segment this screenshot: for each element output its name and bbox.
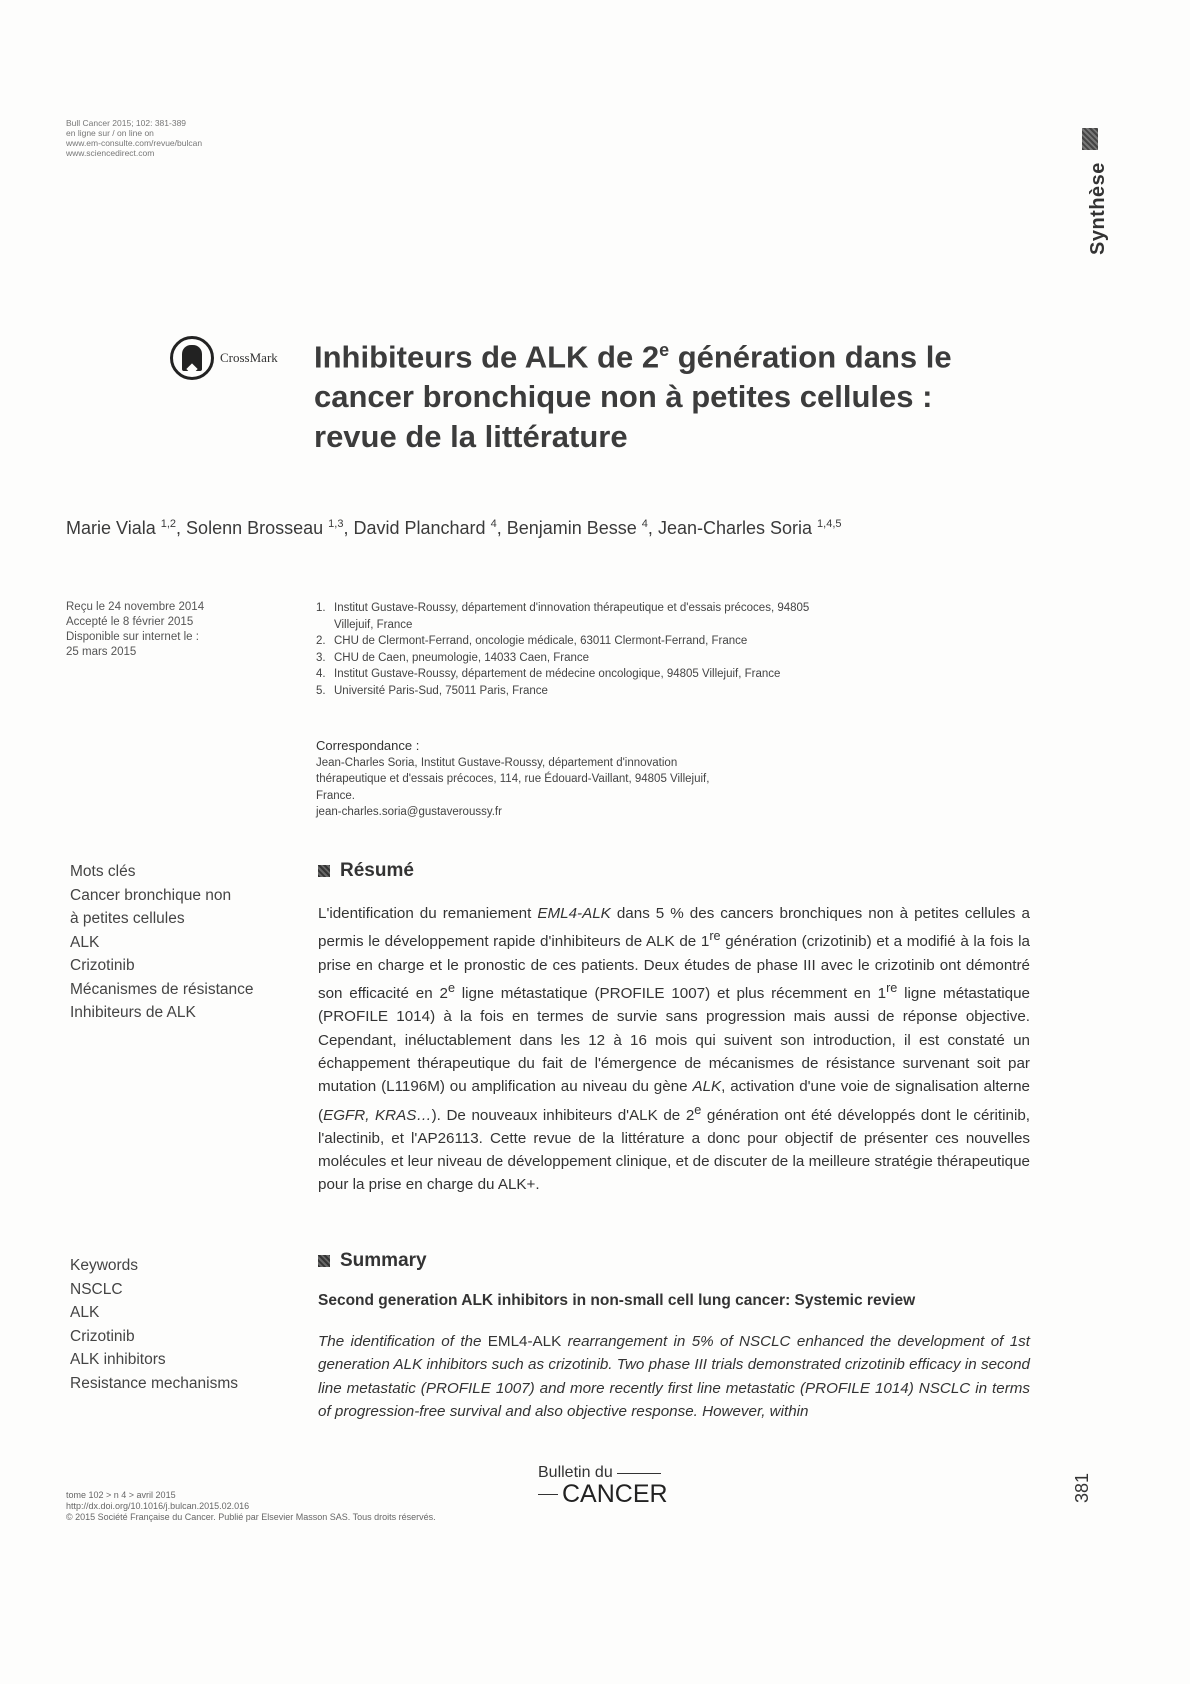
online-label: en ligne sur / on line on [66, 128, 154, 138]
logo-bottom-text: CANCER [562, 1480, 668, 1508]
online-date: 25 mars 2015 [66, 646, 137, 658]
keyword: NSCLC [70, 1280, 123, 1298]
keyword: Crizotinib [70, 1327, 135, 1345]
square-bullet-icon [318, 1255, 330, 1267]
keywords-label: Mots clés [70, 863, 136, 880]
author-list [66, 518, 1066, 539]
footer-meta [66, 1490, 436, 1523]
keyword: à petites cellules [70, 910, 185, 927]
list-item: 1. Institut Gustave-Roussy, département d'innovation thérapeutique et d'essais précoces, 94805 Villejuif, France [316, 602, 810, 631]
list-item: 4. Institut Gustave-Roussy, département de médecine oncologique, 94805 Villejuif, France [316, 668, 781, 680]
author: Solenn Brosseau $^{1,3}$, [186, 518, 354, 538]
keywords-en [70, 1254, 238, 1395]
summary-heading: Summary [318, 1250, 427, 1272]
crossmark-badge[interactable] [170, 336, 278, 380]
section-marker-icon [1082, 128, 1098, 150]
copyright: © 2015 Société Française du Cancer. Publié par Elsevier Masson SAS. Tous droits réservés. [66, 1512, 436, 1522]
resume-text: L'identification du remaniement EML4-ALK dans 5 % des cancers bronchiques non à petites cellules a permis le développement rapide d'inhibiteurs de ALK de 1re génération (crizotinib) et a modifié à la fois la prise en charge et le pronostic de ces patients. Deux études de phase III avec le crizotinib ont démontré son efficacité en 2e ligne métastatique (PROFILE 1007) et plus récemment en 1re ligne métastatique (PROFILE 1014) à la fois en termes de survie sans progression mais aussi de réponse objective. Cependant, inéluctablement dans les 12 à 16 mois qui suivent son introduction, il est constaté un échappement thérapeutique du fait de l'émergence de mécanismes de résistance survenant soit par mutation (L1196M) ou amplification au niveau du gène ALK, activation d'une voie de signalisation alterne (EGFR, KRAS…). De nouveaux inhibiteurs d'ALK de 2e génération ont été développés dont le céritinib, l'alectinib, et l'AP26113. Cette revue de la littérature a donc pour objectif de présenter ces nouvelles molécules et leur niveau de développement clinique, et de discuter de la meilleure stratégie thérapeutique pour la prise en charge du ALK+. [318, 905, 1030, 1194]
keyword: Crizotinib [70, 957, 135, 974]
journal-logo [538, 1464, 672, 1509]
logo-top-text: Bulletin du [538, 1464, 613, 1481]
keyword: Inhibiteurs de ALK [70, 1004, 196, 1021]
crossmark-icon [170, 336, 214, 380]
list-item: 2. CHU de Clermont-Ferrand, oncologie médicale, 63011 Clermont-Ferrand, France [316, 635, 748, 647]
sciencedirect-url[interactable]: www.sciencedirect.com [66, 148, 155, 158]
journal-url[interactable]: www.em-consulte.com/revue/bulcan [66, 138, 203, 148]
correspondence-line: thérapeutique et d'essais précoces, 114, rue Édouard-Vaillant, 94805 Villejuif, [316, 773, 710, 785]
keyword: Cancer bronchique non [70, 886, 232, 904]
page-number: 381 [1072, 1472, 1092, 1504]
doi-link[interactable]: http://dx.doi.org/10.1016/j.bulcan.2015.02.016 [66, 1501, 250, 1511]
square-bullet-icon [318, 865, 330, 877]
summary-text: The identification of the EML4-ALK rearrangement in 5% of NSCLC enhanced the development of 1st generation ALK inhibitors such as crizotinib. Two phase III trials demonstrated crizotinib efficacy in second line metastatic (PROFILE 1007) and more recently first line metastatic (PROFILE 1014) NSCLC in terms of progression-free survival and also objective response. However, within [318, 1333, 1030, 1420]
keywords-fr [70, 860, 254, 1025]
keywords-label: Keywords [70, 1257, 139, 1274]
correspondence-line: France. [316, 789, 355, 802]
keyword: ALK [70, 1304, 100, 1321]
author: Benjamin Besse $^4$, [506, 518, 658, 538]
author: Jean-Charles Soria $^{1,4,5}$ [657, 518, 842, 538]
keyword: ALK [70, 933, 100, 951]
crossmark-label: CrossMark [220, 350, 278, 365]
online-date-label: Disponible sur internet le : [66, 631, 199, 643]
author: David Planchard $^4$, [353, 518, 507, 538]
keyword: Mécanismes de résistance [70, 980, 254, 998]
journal-reference: Bull Cancer 2015; 102: 381-389 [66, 118, 187, 128]
correspondence-block [316, 738, 816, 821]
summary-subtitle: Second generation ALK inhibitors in non-small cell lung cancer: Systemic review [318, 1292, 916, 1309]
journal-header [66, 118, 202, 158]
resume-heading: Résumé [318, 860, 414, 882]
accepted-date: Accepté le 8 février 2015 [66, 616, 194, 628]
correspondence-line: Jean-Charles Soria, Institut Gustave-Roussy, département d'innovation [316, 756, 678, 769]
author: Marie Viala $^{1,2}$, [66, 518, 187, 538]
correspondence-email[interactable]: jean-charles.soria@gustaveroussy.fr [316, 806, 502, 818]
section-label: Synthèse [1087, 162, 1109, 255]
affiliation-list [316, 600, 816, 699]
keyword: ALK inhibitors [70, 1351, 166, 1368]
keyword: Resistance mechanisms [70, 1374, 238, 1392]
correspondence-label: Correspondance : [316, 738, 420, 753]
issue-info: tome 102 > n 4 > avril 2015 [66, 1490, 176, 1500]
article-dates [66, 600, 204, 660]
article-title: Inhibiteurs de ALK de 2e génération dans le cancer bronchique non à petites cellules : revue de la littérature [314, 339, 952, 455]
list-item: 3. CHU de Caen, pneumologie, 14033 Caen, France [316, 651, 590, 664]
received-date: Reçu le 24 novembre 2014 [66, 601, 205, 613]
list-item: 5. Université Paris-Sud, 75011 Paris, France [316, 684, 548, 697]
